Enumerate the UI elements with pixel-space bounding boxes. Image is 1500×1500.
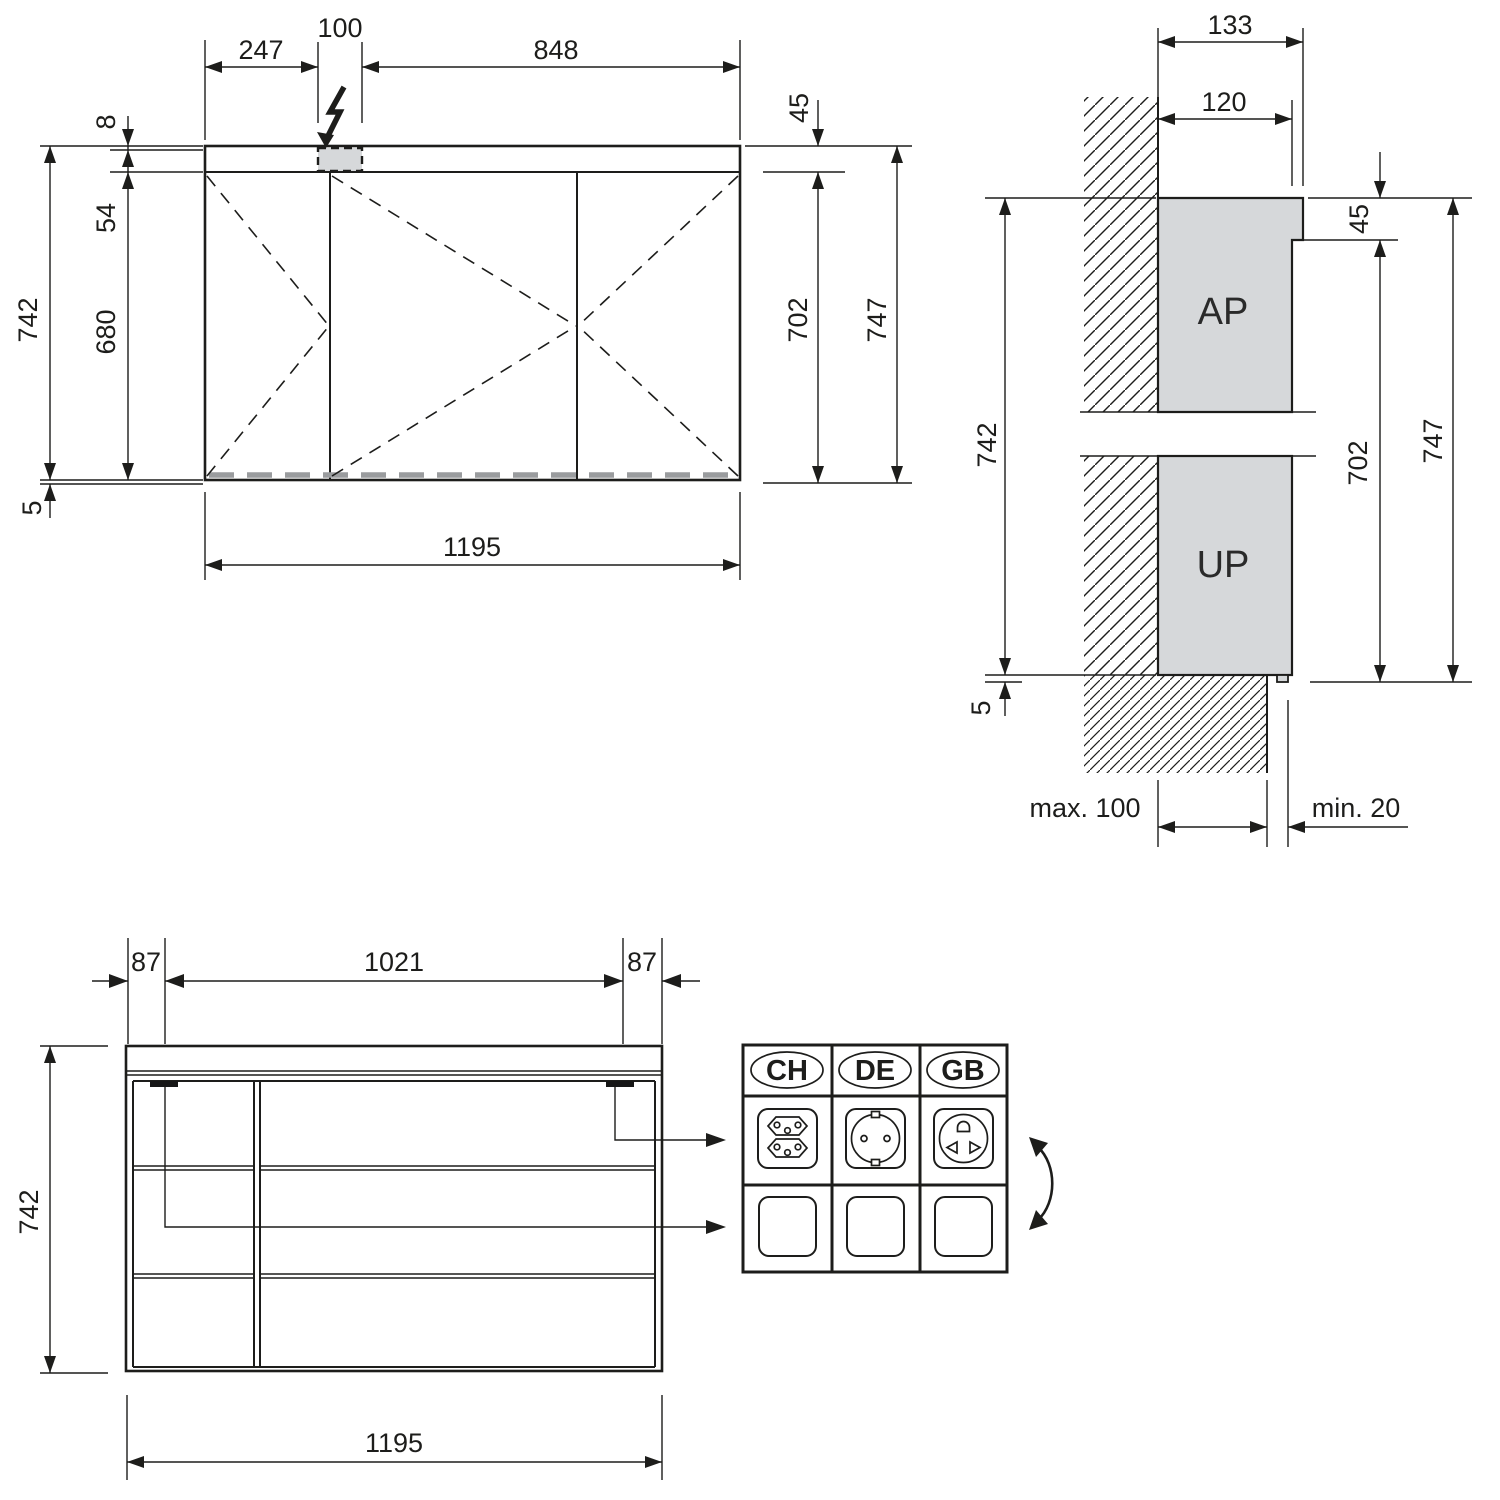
table-header-de: DE [854,1055,896,1087]
dim-label-702: 702 [783,297,813,343]
schuko-socket-icon [846,1109,905,1168]
front-view [13,13,912,580]
dim-label-120: 120 [1201,87,1247,117]
blank-cover-icons [759,1197,992,1256]
dim-label-5-side: 5 [966,700,996,716]
dim-label-848: 848 [533,35,579,65]
dim-label-680: 680 [91,309,121,355]
door-bottom-lip [1277,675,1288,682]
power-connection-area [318,148,362,171]
dim-label-747: 747 [862,297,892,343]
table-header-ch: CH [766,1055,808,1087]
front-left-dimensions [13,114,203,518]
dim-label-742-interior: 742 [14,1189,44,1235]
side-view [966,10,1472,847]
interior-cabinet-outline [126,1046,662,1371]
door-swing-lines [207,176,738,476]
socket-module-left [150,1081,178,1087]
dim-label-247: 247 [238,35,284,65]
dim-label-8: 8 [91,114,121,130]
dim-label-54: 54 [91,202,121,234]
dim-label-45: 45 [784,92,814,124]
dim-label-100: 100 [317,13,363,43]
ch-double-socket-icon [758,1109,817,1168]
label-surface-mount: AP [1197,291,1249,333]
dim-label-747-side: 747 [1418,418,1448,464]
curved-double-arrow-icon [1029,1137,1052,1230]
wall-hatch-lower [1084,675,1267,773]
interior-left-dimension [14,1046,108,1373]
shelves [133,1166,655,1278]
dim-label-87-left: 87 [130,947,162,977]
socket-table [743,1045,1052,1272]
dim-label-133: 133 [1207,10,1253,40]
dim-label-1195: 1195 [442,532,502,562]
leader-lines [165,1087,726,1234]
socket-module-right [606,1081,634,1087]
front-right-dimensions [745,93,912,483]
wall-hatch-mid [1084,456,1158,675]
dim-label-702-side: 702 [1343,440,1373,486]
dim-label-min-20: min. 20 [1311,793,1401,823]
interior-view [14,938,726,1480]
interior-bottom-dimension [127,1395,662,1480]
label-flush-mount: UP [1196,544,1250,586]
dim-label-45-side: 45 [1344,203,1374,235]
dim-label-87-right: 87 [626,947,658,977]
table-header-gb: GB [941,1055,985,1087]
front-top-dimensions [205,13,740,140]
wall-hatch-upper [1084,97,1158,412]
dim-label-742-side: 742 [972,422,1002,468]
dim-label-5: 5 [17,500,47,516]
cabinet-outline [205,146,740,480]
lightning-icon [317,87,344,148]
front-bottom-dimension [205,492,740,580]
dim-label-1195-interior: 1195 [364,1428,424,1458]
uk-socket-icon [934,1109,993,1168]
dim-label-max-100: max. 100 [1029,793,1141,823]
side-right-dimensions [1298,152,1472,682]
dim-label-742: 742 [13,297,43,343]
interior-top-dimensions [92,938,700,1044]
dim-label-1021: 1021 [363,947,425,977]
side-depth-dimensions [1158,10,1303,186]
